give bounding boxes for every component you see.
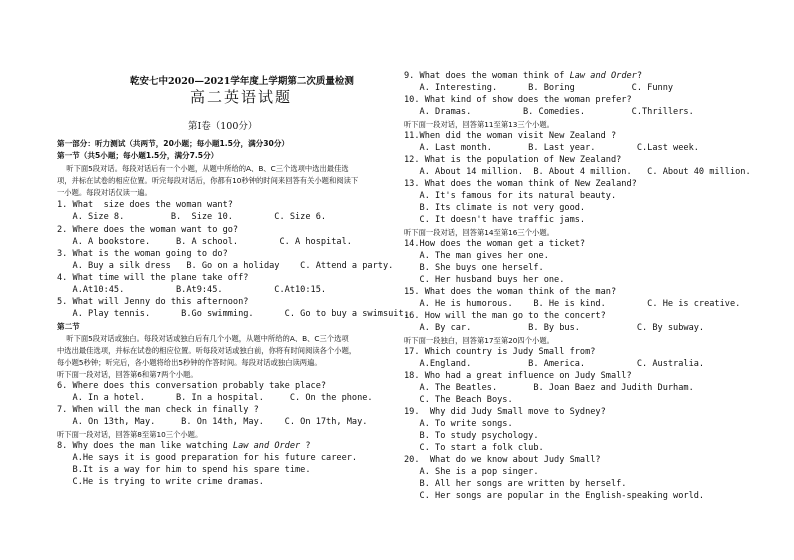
listening-note: 听下面一段对话，回答第6和第7两个小题。 — [57, 370, 198, 379]
listening-note: 听下面一段对话，回答第8至第10三个小题。 — [57, 430, 203, 439]
question-13-option-c: C. It doesn't have traffic jams. — [404, 215, 586, 225]
question-2-options: A. A bookstore. B. A school. C. A hospital. — [57, 237, 352, 247]
question-10: 10. What kind of show does the woman prefer? — [404, 95, 632, 105]
part1-heading: 第一部分：听力测试（共两节，20小题；每小题1.5分，满分30分） — [57, 139, 290, 148]
section1-directions: 听下面5段对话。每段对话后有一个小题，从题中所给的A、B、C三个选项中选出最佳选 — [57, 164, 349, 173]
question-6-options: A. In a hotel. B. In a hospital. C. On the phone. — [57, 393, 373, 403]
listening-note: 听下面一段对话，回答第11至第13三个小题。 — [404, 120, 554, 129]
question-8-option-c: C.He is trying to write crime dramas. — [57, 477, 264, 487]
question-10-options: A. Dramas. B. Comedies. C.Thrillers. — [404, 107, 694, 117]
question-3: 3. What is the woman going to do? — [57, 249, 228, 259]
question-4: 4. What time will the plane take off? — [57, 273, 249, 283]
question-12: 12. What is the population of New Zealand? — [404, 155, 622, 165]
section2-directions: 中选出最佳选项，并标在试卷的相应位置。听每段对话或独白前，你将有时间阅读各个小题， — [57, 346, 357, 355]
question-14-option-b: B. She buys one herself. — [404, 263, 544, 273]
question-15-options: A. He is humorous. B. He is kind. C. He is creative. — [404, 299, 741, 309]
question-20-option-c: C. Her songs are popular in the English-speaking world. — [404, 491, 705, 501]
question-1-options: A. Size 8. B. Size 10. C. Size 6. — [57, 212, 327, 222]
listening-note: 听下面一段对话，回答第14至第16三个小题。 — [404, 228, 554, 237]
question-3-options: A. Buy a silk dress B. Go on a holiday C. Attend a party. — [57, 261, 394, 271]
question-7-options: A. On 13th, May. B. On 14th, May. C. On 17th, May. — [57, 417, 368, 427]
question-14-option-a: A. The man gives her one. — [404, 251, 549, 261]
question-8-option-a: A.He says it is good preparation for his future career. — [57, 453, 358, 463]
question-8: 8. Why does the man like watching Law and Order ? — [57, 441, 311, 451]
school-title: 乾安七中2020—2021学年度上学期第二次质量检测 — [130, 76, 354, 87]
question-19-option-c: C. To start a folk club. — [404, 443, 544, 453]
question-16-options: A. By car. B. By bus. C. By subway. — [404, 323, 705, 333]
section1-heading: 第一节（共5小题；每小题1.5分，满分7.5分） — [57, 151, 219, 160]
section2-heading: 第二节 — [57, 322, 80, 331]
question-7: 7. When will the man check in finally ? — [57, 405, 259, 415]
listening-note: 听下面一段独白，回答第17至第20四个小题。 — [404, 336, 554, 345]
question-6: 6. Where does this conversation probably take place? — [57, 381, 327, 391]
section2-directions: 每小题5秒钟；听完后，各小题将给出5秒钟的作答时间。每段对话或独白读两遍。 — [57, 358, 322, 367]
question-17: 17. Which country is Judy Small from? — [404, 347, 596, 357]
question-8-option-b: B.It is a way for him to spend his spare time. — [57, 465, 311, 475]
exam-title: 高二英语试题 — [190, 88, 293, 106]
question-19-option-b: B. To study psychology. — [404, 431, 539, 441]
question-11: 11.When did the woman visit New Zealand ? — [404, 131, 617, 141]
section2-directions: 听下面5段对话或独白。每段对话或独白后有几个小题，从题中所给的A、B、C三个选项 — [57, 334, 349, 343]
question-5-options: A. Play tennis. B.Go swimming. C. Go to buy a swimsuit. — [57, 309, 409, 319]
question-18-options: A. The Beatles. B. Joan Baez and Judith Durham. — [404, 383, 694, 393]
section1-directions: 项，并标在试卷的相应位置。听完每段对话后，你都有10秒钟的时间来回答有关小题和阅读下 — [57, 176, 359, 185]
section1-directions: 一小题。每段对话仅读一遍。 — [57, 188, 152, 197]
question-17-options: A.England. B. America. C. Australia. — [404, 359, 705, 369]
question-11-options: A. Last month. B. Last year. C.Last week. — [404, 143, 699, 153]
question-16: 16. How will the man go to the concert? — [404, 311, 606, 321]
question-13-option-b: B. Its climate is not very good. — [404, 203, 586, 213]
question-18: 18. Who had a great influence on Judy Small? — [404, 371, 632, 381]
question-20-option-b: B. All her songs are written by herself. — [404, 479, 627, 489]
question-15: 15. What does the woman think of the man? — [404, 287, 617, 297]
question-14-option-c: C. Her husband buys her one. — [404, 275, 565, 285]
question-2: 2. Where does the woman want to go? — [57, 225, 239, 235]
question-18-option-c: C. The Beach Boys. — [404, 395, 513, 405]
question-12-options: A. About 14 million. B. About 4 million. C. About 40 million. — [404, 167, 751, 177]
question-5: 5. What will Jenny do this afternoon? — [57, 297, 249, 307]
question-13: 13. What does the woman think of New Zealand? — [404, 179, 637, 189]
question-4-options: A.At10:45. B.At9:45. C.At10:15. — [57, 285, 327, 295]
question-9: 9. What does the woman think of Law and Order? — [404, 71, 643, 81]
question-14: 14.How does the woman get a ticket? — [404, 239, 586, 249]
question-1: 1. What size does the woman want? — [57, 200, 233, 210]
question-19-option-a: A. To write songs. — [404, 419, 513, 429]
question-20: 20. What do we know about Judy Small? — [404, 455, 601, 465]
question-13-option-a: A. It's famous for its natural beauty. — [404, 191, 617, 201]
question-19: 19. Why did Judy Small move to Sydney? — [404, 407, 606, 417]
volume-label: 第Ⅰ卷（100分） — [188, 121, 258, 132]
question-20-option-a: A. She is a pop singer. — [404, 467, 539, 477]
question-9-options: A. Interesting. B. Boring C. Funny — [404, 83, 674, 93]
